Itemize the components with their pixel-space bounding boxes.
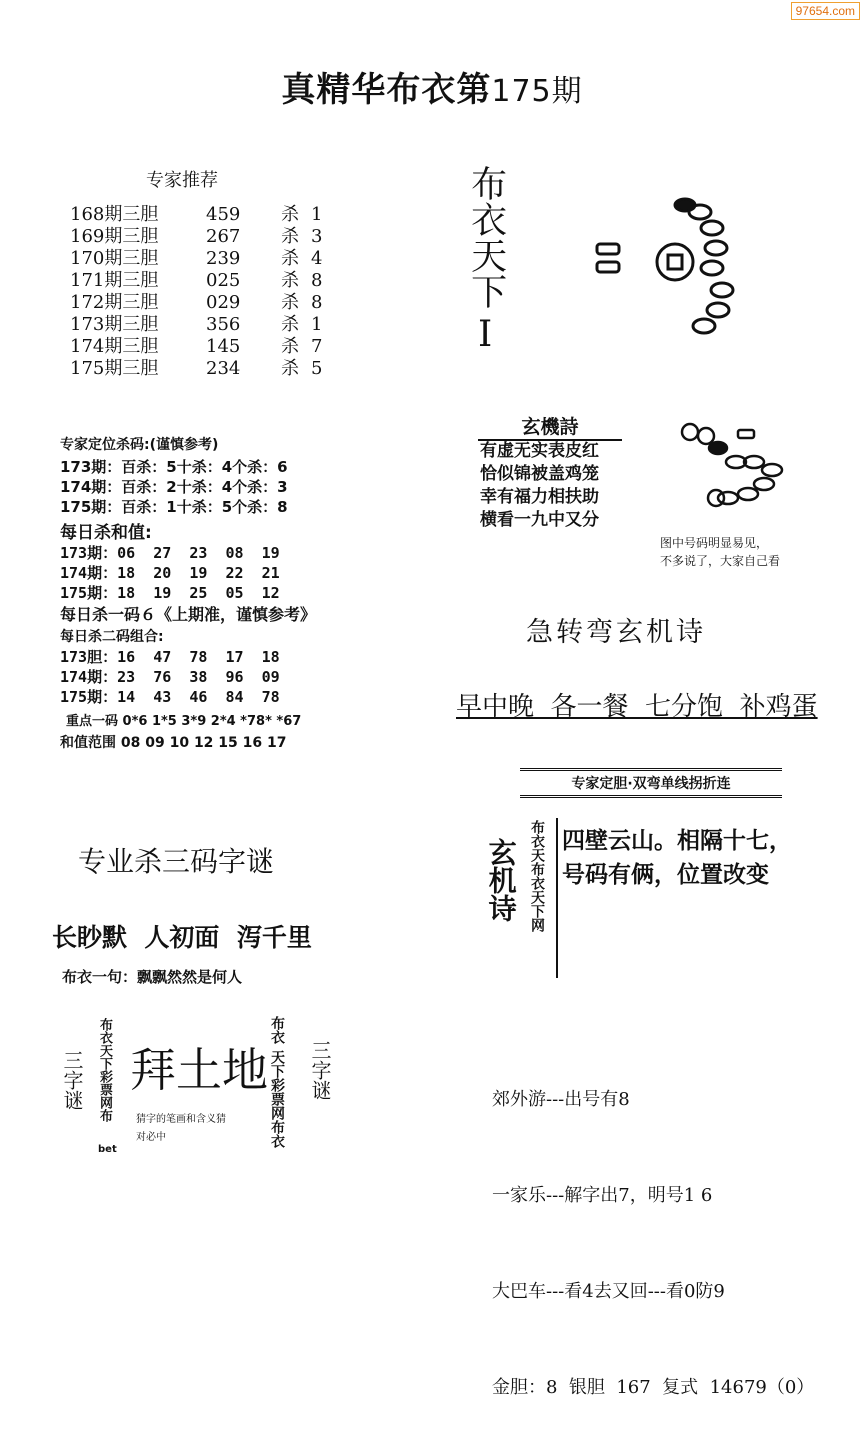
expert-dan-banner: 专家定胆·双弯单线拐折连	[520, 768, 782, 798]
bottom-list	[492, 1020, 814, 1436]
kill: 7	[311, 336, 323, 357]
daily-one: 每日杀一码６《上期准，谨慎参考》	[60, 605, 317, 624]
daily-two-heading: 每日杀二码组合:	[60, 629, 164, 645]
page-title	[0, 62, 864, 111]
kill-label: 杀	[281, 358, 299, 379]
nums: 145	[206, 336, 241, 357]
xuanji-shi-vertical: 布衣天布衣天下网	[529, 820, 545, 932]
nums: 025	[206, 270, 241, 291]
nums: 267	[206, 226, 241, 247]
positional-row: 173期：百杀：5十杀：4个杀：6	[60, 458, 288, 476]
key-code: 重点一码 0*6 1*5 3*9 2*4 *78* *67	[66, 714, 302, 729]
coin-chain-image	[580, 180, 750, 350]
period: 173期三胆	[70, 314, 159, 335]
period: 175期三胆	[70, 358, 159, 379]
xuanji-shi-label: 玄机诗	[484, 838, 518, 922]
riddle-title: 专业杀三码字谜	[78, 845, 275, 878]
daily-sum-row: 173期：06 27 23 08 19	[60, 544, 280, 562]
nums: 459	[206, 204, 241, 225]
three-char-riddle-left: 三字谜	[60, 1050, 84, 1110]
period: 172期三胆	[70, 292, 159, 313]
poem-caption-2: 不多说了，大家自己看	[660, 554, 781, 568]
riddle-text: 长眇默 人初面 泻千里	[52, 923, 312, 952]
positional-heading: 专家定位杀码:(谨慎参考)	[60, 437, 219, 453]
kill: 1	[311, 204, 323, 225]
kill-label: 杀	[281, 336, 299, 357]
bottom-line: 金胆：8 银胆 167 复式 14679（0）	[492, 1377, 815, 1398]
nums: 029	[206, 292, 241, 313]
vertical-site-right-2: 天下彩票网布衣	[269, 1050, 285, 1148]
title-main: 真精华布衣第	[281, 70, 492, 110]
kill-label: 杀	[281, 292, 299, 313]
kill-label: 杀	[281, 314, 299, 335]
kill-label: 杀	[281, 226, 299, 247]
divider	[556, 818, 558, 978]
expert-row	[70, 354, 322, 380]
kill: 8	[311, 270, 323, 291]
daily-sum-heading: 每日杀和值:	[60, 523, 152, 543]
watermark: 97654.com	[791, 2, 860, 20]
buyi-tianxia-suffix: I	[478, 314, 493, 355]
daily-two-row: 173胆：16 47 78 17 18	[60, 648, 280, 666]
positional-row: 174期：百杀：2十杀：4个杀：3	[60, 478, 288, 496]
xuanji-shi-line-1: 四壁云山。相隔十七，	[562, 828, 792, 854]
three-char-riddle-right: 三字谜	[308, 1040, 332, 1100]
daily-sum-row: 175期：18 19 25 05 12	[60, 584, 280, 602]
expert-heading: 专家推荐	[146, 170, 218, 191]
vertical-site-right-1: 布衣	[269, 1016, 285, 1044]
buyi-sentence: 布衣一句：飘飘然然是何人	[62, 968, 243, 986]
kill: 1	[311, 314, 323, 335]
title-issue: 175期	[491, 74, 583, 109]
daily-two-row: 175期：14 43 46 84 78	[60, 688, 280, 706]
poem-line: 恰似锦被盖鸡笼	[480, 464, 599, 484]
kill-label: 杀	[281, 204, 299, 225]
positional-row: 175期：百杀：1十杀：5个杀：8	[60, 498, 288, 516]
xuanji-shi-line-2: 号码有俩，位置改变	[562, 862, 769, 888]
riddle-note-1: 猜字的笔画和含义猜	[136, 1114, 226, 1125]
kill: 4	[311, 248, 323, 269]
nums: 239	[206, 248, 241, 269]
bottom-line: 一家乐---解字出7，明号1 6	[492, 1185, 713, 1206]
nums: 234	[206, 358, 241, 379]
bottom-line: 郊外游---出号有8	[492, 1089, 630, 1110]
period: 169期三胆	[70, 226, 159, 247]
jizhuan-title: 急转弯玄机诗	[526, 617, 706, 648]
kill: 3	[311, 226, 323, 247]
xuanji-poem-lines	[480, 440, 599, 532]
sum-range: 和值范围 08 09 10 12 15 16 17	[60, 735, 287, 751]
poem-line: 幸有福力相扶助	[480, 487, 599, 507]
poem-line: 横看一九中又分	[480, 510, 599, 530]
nums: 356	[206, 314, 241, 335]
daily-two-row: 174期：23 76 38 96 09	[60, 668, 280, 686]
period: 171期三胆	[70, 270, 159, 291]
jizhuan-line: 早中晚 各一餐 七分饱 补鸡蛋	[456, 692, 818, 722]
kill: 8	[311, 292, 323, 313]
kill-label: 杀	[281, 270, 299, 291]
period: 170期三胆	[70, 248, 159, 269]
vertical-site-left: 布衣天下彩票网布	[97, 1018, 112, 1122]
daily-sum-row: 174期：18 20 19 22 21	[60, 564, 280, 582]
period: 174期三胆	[70, 336, 159, 357]
buyi-tianxia: 布衣天下	[465, 165, 507, 309]
poem-caption-1: 图中号码明显易见，	[660, 536, 769, 550]
riddle-note-2: 对必中	[136, 1132, 166, 1143]
big-riddle: 拜土地	[130, 1043, 268, 1097]
vertical-site-left-end: bet	[98, 1144, 117, 1155]
kill: 5	[311, 358, 323, 379]
period: 168期三胆	[70, 204, 159, 225]
kill-label: 杀	[281, 248, 299, 269]
coin-puzzle-image	[676, 418, 796, 522]
bottom-line: 大巴车---看4去又回---看0防9	[492, 1281, 725, 1302]
poem-line: 有虚无实表皮红	[480, 441, 599, 461]
xuanji-poem-heading: 玄機詩	[478, 412, 622, 441]
